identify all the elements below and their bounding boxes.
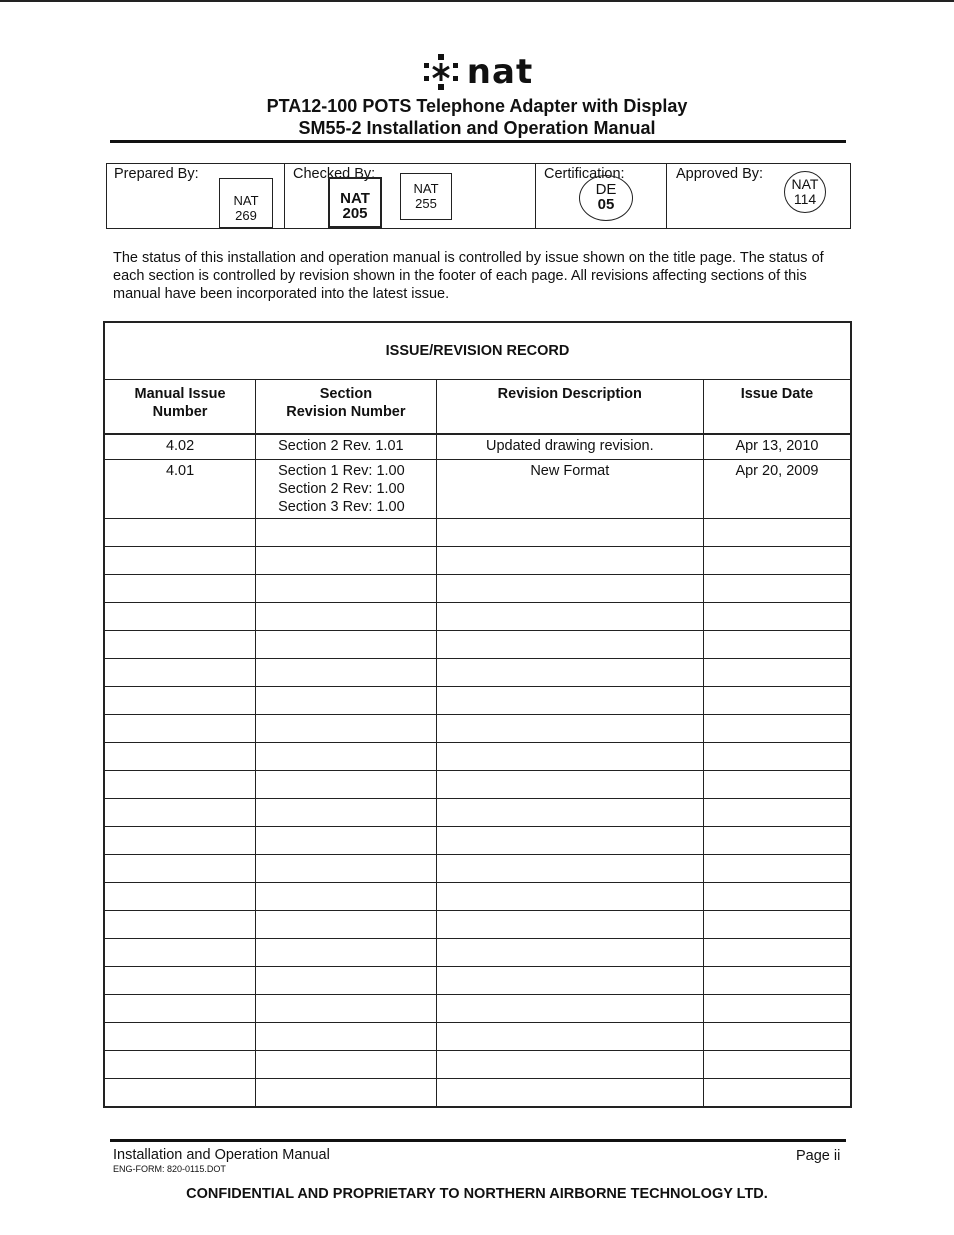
date-cell: Apr 13, 2010 (703, 434, 851, 460)
empty-cell (703, 659, 851, 687)
empty-cell (104, 967, 256, 995)
issue-cell: 4.02 (104, 434, 256, 460)
footer-page-number: Page ii (796, 1148, 841, 1164)
empty-cell (104, 603, 256, 631)
empty-table-row (104, 631, 851, 659)
empty-cell (703, 687, 851, 715)
empty-cell (104, 659, 256, 687)
description-cell: New Format (436, 460, 703, 519)
issue-cell: 4.01 (104, 460, 256, 519)
empty-table-row (104, 883, 851, 911)
empty-cell (703, 855, 851, 883)
empty-cell (256, 603, 437, 631)
empty-cell (436, 743, 703, 771)
empty-cell (703, 547, 851, 575)
empty-cell (104, 995, 256, 1023)
empty-cell (436, 827, 703, 855)
table-title: ISSUE/REVISION RECORD (104, 322, 851, 380)
table-row (104, 460, 851, 519)
checked-by-cell (285, 164, 536, 228)
empty-cell (703, 743, 851, 771)
empty-cell (703, 939, 851, 967)
empty-table-row (104, 687, 851, 715)
company-logo (0, 52, 954, 92)
empty-cell (436, 911, 703, 939)
empty-cell (104, 939, 256, 967)
footer-divider (110, 1139, 846, 1142)
empty-cell (256, 659, 437, 687)
approved-by-label: Approved By: (676, 166, 764, 182)
empty-cell (436, 771, 703, 799)
empty-cell (104, 687, 256, 715)
document-title: PTA12-100 POTS Telephone Adapter with Display (266, 96, 688, 116)
empty-table-row (104, 967, 851, 995)
empty-cell (104, 827, 256, 855)
empty-cell (436, 855, 703, 883)
empty-cell (256, 715, 437, 743)
certification-stamp (579, 175, 633, 221)
prepared-by-label: Prepared By: (114, 166, 199, 182)
stamp-text: NAT (413, 181, 439, 196)
stamp-text: 255 (415, 196, 437, 211)
date-cell: Apr 20, 2009 (703, 460, 851, 519)
empty-cell (104, 799, 256, 827)
section-cell (256, 460, 437, 519)
column-header-text: Section (319, 386, 373, 402)
empty-cell (256, 799, 437, 827)
stamp-text: NAT (340, 190, 370, 207)
empty-cell (703, 967, 851, 995)
empty-cell (104, 575, 256, 603)
empty-cell (703, 827, 851, 855)
certification-label: Certification: (544, 166, 625, 182)
approved-by-cell (667, 164, 852, 228)
empty-cell (104, 771, 256, 799)
empty-cell (256, 519, 437, 547)
empty-table-row (104, 911, 851, 939)
empty-cell (256, 743, 437, 771)
empty-cell (256, 995, 437, 1023)
empty-cell (436, 967, 703, 995)
empty-cell (104, 547, 256, 575)
approval-signature-box (106, 163, 851, 229)
column-header-date: Issue Date (703, 380, 851, 435)
document-subtitle: SM55-2 Installation and Operation Manual (298, 118, 656, 138)
empty-cell (256, 1051, 437, 1079)
empty-cell (436, 519, 703, 547)
empty-rows (104, 519, 851, 1108)
column-header-text: Manual Issue (134, 386, 226, 402)
empty-cell (104, 715, 256, 743)
empty-table-row (104, 855, 851, 883)
stamp-text: DE (595, 181, 617, 198)
empty-cell (256, 939, 437, 967)
empty-cell (703, 1079, 851, 1108)
empty-cell (703, 519, 851, 547)
nat-star-logo-icon (421, 52, 461, 92)
description-cell: Updated drawing revision. (436, 434, 703, 460)
empty-cell (703, 771, 851, 799)
empty-cell (436, 1079, 703, 1108)
empty-cell (256, 911, 437, 939)
empty-cell (104, 1079, 256, 1108)
empty-cell (436, 603, 703, 631)
section-line: Section 3 Rev: 1.00 (278, 499, 405, 515)
stamp-text: NAT (791, 176, 819, 192)
stamp-text: 114 (793, 191, 817, 207)
empty-cell (256, 855, 437, 883)
empty-table-row (104, 1079, 851, 1108)
empty-cell (256, 1079, 437, 1108)
empty-table-row (104, 715, 851, 743)
empty-table-row (104, 1051, 851, 1079)
empty-table-row (104, 743, 851, 771)
empty-cell (436, 939, 703, 967)
empty-cell (104, 911, 256, 939)
footer-form-id: ENG-FORM: 820-0115.DOT (113, 1164, 226, 1174)
empty-table-row (104, 575, 851, 603)
empty-cell (256, 547, 437, 575)
footer-manual-name: Installation and Operation Manual (113, 1147, 330, 1163)
section-line: Section 2 Rev. 1.01 (278, 438, 404, 454)
table-row (104, 434, 851, 460)
empty-table-row (104, 995, 851, 1023)
empty-table-row (104, 603, 851, 631)
empty-cell (256, 575, 437, 603)
empty-cell (256, 883, 437, 911)
empty-cell (703, 575, 851, 603)
stamp-text: NAT (233, 193, 259, 208)
empty-cell (436, 799, 703, 827)
empty-cell (703, 1023, 851, 1051)
column-header-description: Revision Description (436, 380, 703, 435)
column-header-text: Revision Number (286, 404, 406, 420)
top-border-line (0, 0, 954, 2)
header-divider (110, 140, 846, 143)
prepared-by-stamp (219, 178, 273, 228)
empty-cell (436, 1023, 703, 1051)
empty-table-row (104, 519, 851, 547)
empty-cell (256, 967, 437, 995)
empty-cell (703, 715, 851, 743)
empty-cell (703, 799, 851, 827)
section-cell (256, 434, 437, 460)
empty-cell (436, 659, 703, 687)
empty-cell (436, 1051, 703, 1079)
empty-cell (436, 883, 703, 911)
empty-cell (256, 771, 437, 799)
empty-cell (256, 827, 437, 855)
checked-by-stamp-205 (328, 177, 382, 228)
empty-cell (104, 743, 256, 771)
column-header-text: Number (152, 404, 208, 420)
confidentiality-notice: CONFIDENTIAL AND PROPRIETARY TO NORTHERN AIRBORNE TECHNOLOGY LTD. (186, 1186, 768, 1202)
issue-revision-table (103, 321, 852, 1108)
empty-cell (703, 1051, 851, 1079)
empty-cell (104, 1051, 256, 1079)
empty-table-row (104, 939, 851, 967)
section-line: Section 1 Rev: 1.00 (278, 463, 405, 479)
empty-cell (104, 519, 256, 547)
prepared-by-cell (107, 164, 285, 228)
empty-cell (256, 631, 437, 659)
stamp-text: 269 (235, 208, 257, 223)
certification-cell (536, 164, 667, 228)
empty-cell (104, 631, 256, 659)
section-line: Section 2 Rev: 1.00 (278, 481, 405, 497)
empty-cell (436, 715, 703, 743)
empty-cell (436, 687, 703, 715)
empty-cell (436, 547, 703, 575)
empty-cell (104, 1023, 256, 1051)
empty-cell (104, 883, 256, 911)
column-header-issue (104, 380, 256, 435)
empty-cell (703, 631, 851, 659)
approved-by-stamp (784, 171, 826, 213)
empty-cell (256, 1023, 437, 1051)
empty-table-row (104, 659, 851, 687)
empty-table-row (104, 547, 851, 575)
checked-by-stamp-255 (400, 173, 452, 220)
empty-cell (436, 575, 703, 603)
status-paragraph: The status of this installation and operation manual is controlled by issue shown on the title page. The status of each section is controlled by revision shown in the footer of each page. All revisions affecting sections of this manual have been incorporated into the latest issue. (113, 250, 824, 302)
empty-cell (104, 855, 256, 883)
empty-table-row (104, 799, 851, 827)
empty-table-row (104, 1023, 851, 1051)
column-header-section (256, 380, 437, 435)
empty-cell (436, 995, 703, 1023)
empty-cell (436, 631, 703, 659)
empty-cell (703, 995, 851, 1023)
empty-cell (703, 603, 851, 631)
checked-by-label: Checked By: (293, 166, 376, 182)
empty-table-row (104, 827, 851, 855)
empty-cell (703, 911, 851, 939)
stamp-text: 205 (342, 205, 368, 222)
empty-cell (256, 687, 437, 715)
stamp-text: 05 (597, 196, 615, 213)
empty-table-row (104, 771, 851, 799)
empty-cell (703, 883, 851, 911)
logo-wordmark: nat (466, 52, 534, 92)
